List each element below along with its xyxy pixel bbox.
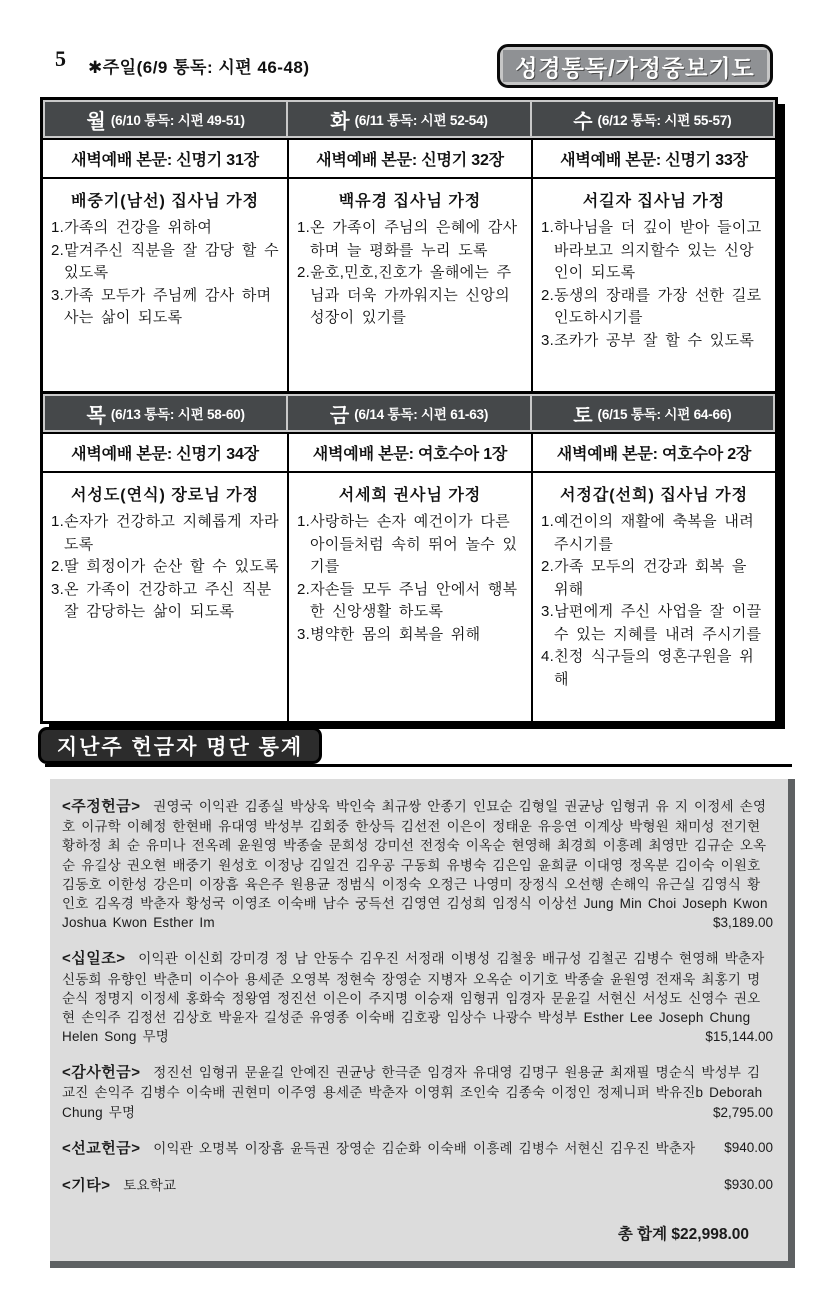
sermon-text-cell: 새벽예배 본문: 신명기 31장 <box>71 152 259 169</box>
sermon-text-cell: 새벽예배 본문: 신명기 32장 <box>287 140 531 177</box>
day-name: 월 <box>86 110 106 133</box>
day-header-row <box>43 100 775 138</box>
family-name: 서세희 권사님 가정 <box>338 487 482 504</box>
prayer-request: 2.윤호,민호,진호가 올해에는 주님과 더욱 가까워지는 신앙의 성장이 있기를 <box>297 264 512 326</box>
offering-category <box>62 1175 773 1196</box>
day-reading: (6/14 통독: 시편 61-63) <box>354 407 489 422</box>
prayer-table-section <box>43 100 775 391</box>
prayer-request: 3.남편에게 주신 사업을 잘 이끌수 있는 지혜를 내려 주시기를 <box>541 603 762 643</box>
family-prayer-row <box>43 473 775 721</box>
sunday-reading-note: ✱주일(6/9 통독: 시편 46-48) <box>88 58 310 77</box>
page-number: 5 <box>55 46 66 71</box>
prayer-request: 1.하나님을 더 깊이 받아 들이고 바라보고 의지할수 있는 신앙인이 되도록 <box>541 219 762 281</box>
offering-amount: $3,189.00 <box>712 915 773 931</box>
prayer-request: 3.조카가 공부 잘 할 수 있도록 <box>541 331 755 349</box>
offering-amount: $15,144.00 <box>705 1029 773 1044</box>
offering-header-badge <box>38 727 322 764</box>
offering-category-label: <선교헌금> <box>62 1139 141 1157</box>
family-name: 서성도(연식) 장로님 가정 <box>70 487 260 504</box>
family-prayer-cell <box>287 473 531 721</box>
prayer-request: 1.사랑하는 손자 예건이가 다른 아이들처럼 속히 뛰어 놀수 있기를 <box>297 513 518 575</box>
sermon-row <box>43 138 775 179</box>
prayer-request: 2.동생의 장래를 가장 선한 길로 인도하시기를 <box>541 286 762 326</box>
sermon-text-cell: 새벽예배 본문: 여호수아 1장 <box>287 434 531 471</box>
family-name: 서정갑(선희) 집사님 가정 <box>559 487 749 504</box>
prayer-request: 1.가족의 건강을 위하여 <box>51 219 213 236</box>
day-header-cell <box>532 102 773 136</box>
prayer-request-list <box>541 511 767 691</box>
prayer-request: 4.친정 식구들의 영혼구원을 위해 <box>541 648 754 688</box>
offering-header-text: 지난주 헌금자 명단 통계 <box>56 735 304 759</box>
prayer-request: 3.온 가족이 건강하고 주신 직분 잘 감당하는 삶이 되도록 <box>51 580 272 620</box>
family-prayer-cell <box>531 473 775 721</box>
offering-panel <box>50 779 795 1268</box>
offering-category <box>62 948 773 1046</box>
prayer-request: 2.맡겨주신 직분을 잘 감당 할 수 있도록 <box>51 241 279 281</box>
day-name: 화 <box>330 110 350 133</box>
family-prayer-cell <box>43 179 287 391</box>
day-reading: (6/12 통독: 시편 55-57) <box>597 113 732 128</box>
prayer-request-list <box>541 217 767 352</box>
prayer-request: 1.예건이의 재활에 축복을 내려 주시기를 <box>541 513 754 553</box>
family-prayer-row <box>43 179 775 391</box>
prayer-request: 2.가족 모두의 건강과 회복 을 위해 <box>541 558 747 598</box>
sermon-row <box>43 432 775 473</box>
offering-category-label: <주정헌금> <box>62 798 141 815</box>
offering-names: 토요학교 <box>123 1178 177 1194</box>
offering-names: 이익관 오명복 이장흠 윤득권 장영순 김순화 이숙배 이흥례 김병수 서현신 김우진 박춘자 <box>153 1140 696 1156</box>
family-prayer-cell <box>43 473 287 721</box>
offering-category-label: <감사헌금> <box>62 1064 141 1082</box>
day-name: 수 <box>573 110 593 133</box>
day-header-row <box>43 394 775 432</box>
day-name: 금 <box>329 404 350 427</box>
section-title-text: 성경통독/가정중보기도 <box>503 50 767 82</box>
prayer-table <box>40 97 778 724</box>
sermon-text-cell: 새벽예배 본문: 여호수아 2장 <box>531 434 775 471</box>
family-prayer-cell <box>531 179 775 391</box>
offering-category-label: <십일조> <box>62 950 126 968</box>
prayer-request: 3.병약한 몸의 회복을 위해 <box>297 625 481 643</box>
offering-amount: $940.00 <box>724 1139 773 1155</box>
offering-amount: $2,795.00 <box>712 1104 773 1120</box>
offering-category <box>62 1062 773 1122</box>
day-reading: (6/10 통독: 시편 49-51) <box>110 113 245 128</box>
prayer-table-section <box>43 391 775 721</box>
section-title-badge <box>497 44 773 88</box>
prayer-request: 2.자손들 모두 주님 안에서 행복한 신앙생활 하도록 <box>297 580 518 620</box>
offering-names: 권영국 이익관 김종실 박상욱 박인숙 최규쌍 안종기 인묘순 김형일 권균낭 임형귀 유 지 이정세 손영호 이규학 이혜정 한현배 유대영 박성부 김회중 한상득 김선전 이은이 정태운 유응연 이계상 박형원 채미성 전기현 황하정 최 순 유미나 전옥례 윤원영 박종술 문희성 강미선 전정숙 이옥순 현영해 최경희 이흥례 최영만 김규순 오옥순 유길상 권오현 배중기 원성호 이정낭 김일건 김우공 구동희 유병숙 김은임 윤희큔 이대영 정옥분 김이숙 이원호 김동호 이한성 강은미 이장흠 육은주 원용균 정범식 이정숙 오정근 나영미 장정식 오선행 손해익 유근실 김영식 황인호 김옥경 박춘자 황성국 이영조 이숙배 남수 궁득선 김영연 김성희 임정식 이상선 Jung Min Choi Joseph Kwon Joshua Kwon Esther Im <box>62 799 768 931</box>
day-name: 목 <box>86 404 106 427</box>
prayer-request-list <box>297 217 523 330</box>
family-name: 서길자 집사님 가정 <box>582 193 726 210</box>
offering-total-line <box>62 1222 773 1244</box>
day-header-cell <box>45 396 286 430</box>
offering-total-label: 총 합계 <box>617 1226 668 1244</box>
offering-category-label: <기타> <box>62 1177 111 1195</box>
day-reading: (6/13 통독: 시편 58-60) <box>110 407 245 422</box>
offering-amount: $930.00 <box>724 1177 773 1193</box>
family-prayer-cell <box>287 179 531 391</box>
offering-category <box>62 796 773 932</box>
day-name: 토 <box>573 404 593 427</box>
day-reading: (6/15 통독: 시편 64-66) <box>597 407 732 422</box>
offering-names: 정진선 임형귀 문윤길 안예진 권균낭 한극준 임경자 유대영 김명구 원용균 최재필 명순식 박성부 김교진 손익주 김병수 이숙배 권현미 이주영 용세준 박춘자 이영휘 조인숙 김종숙 이정인 정제니퍼 박유진b Deborah Chung 무명 <box>62 1065 763 1120</box>
sermon-text-cell: 새벽예배 본문: 신명기 34장 <box>71 446 259 463</box>
family-name: 백유경 집사님 가정 <box>338 193 482 210</box>
offering-names: 이익관 이신회 강미경 정 남 안동수 김우진 서정래 이병성 김철웅 배규성 김철곤 김병수 현영해 박춘자 신동희 유향인 박춘미 이수아 용세준 오영복 정현숙 장영순 지병자 오옥순 이기호 박종술 윤원영 전재욱 최홍기 명순식 정명지 이정세 홍화숙 정왕염 정진선 이은이 주지명 이승재 임형귀 임경자 문윤길 서현신 서성도 신영수 권오현 손익주 김정선 김상호 박윤자 길성준 유영종 이숙배 김호광 임상수 나광수 박성부 Esther Lee Joseph Chung Helen Song 무명 <box>62 951 765 1044</box>
prayer-request: 1.온 가족이 주님의 은혜에 감사하며 늘 평화를 누리 도록 <box>297 219 518 259</box>
divider-line <box>45 764 792 767</box>
prayer-request: 1.손자가 건강하고 지혜롭게 자라도록 <box>51 513 279 553</box>
day-header-cell <box>45 102 286 136</box>
offering-category-list <box>62 796 773 1196</box>
family-name: 배중기(남선) 집사님 가정 <box>70 193 260 210</box>
day-header-cell <box>288 102 529 136</box>
offering-category <box>62 1138 773 1159</box>
sermon-text-cell: 새벽예배 본문: 신명기 33장 <box>531 140 775 177</box>
day-header-cell <box>288 396 529 430</box>
day-reading: (6/11 통독: 시편 52-54) <box>354 113 488 128</box>
prayer-request: 3.가족 모두가 주님께 감사 하며 사는 삶이 되도록 <box>51 286 272 326</box>
prayer-request-list <box>297 511 523 646</box>
prayer-request-list <box>51 217 279 330</box>
prayer-request: 2.딸 희정이가 순산 할 수 있도록 <box>51 558 279 575</box>
day-header-cell <box>532 396 773 430</box>
prayer-request-list <box>51 511 279 624</box>
offering-total-amount: $22,998.00 <box>671 1226 749 1244</box>
